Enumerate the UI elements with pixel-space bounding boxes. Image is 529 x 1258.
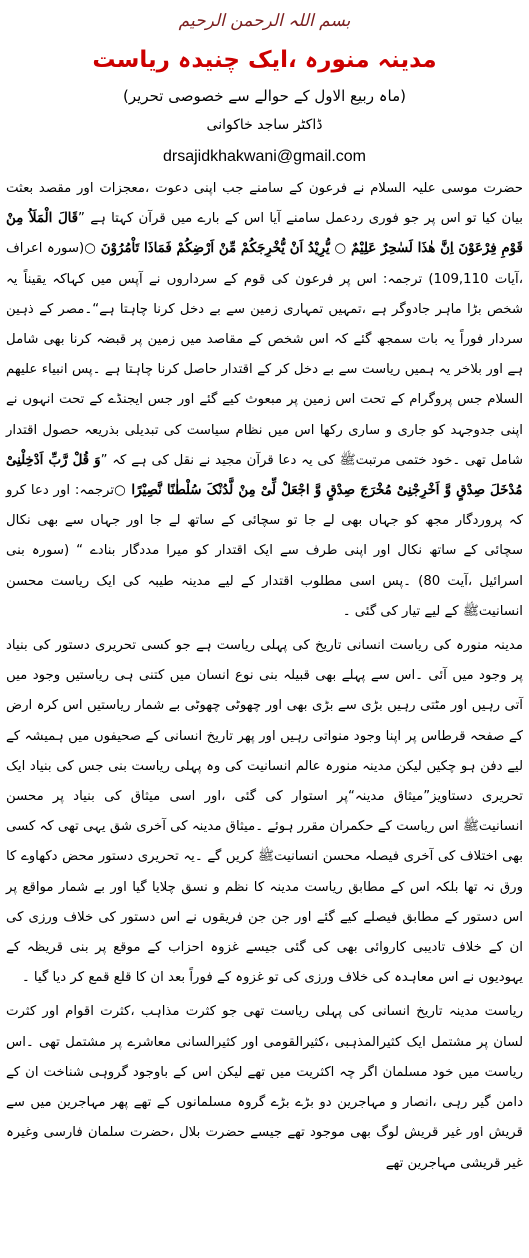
article-subtitle: (ماہ ربیع الاول کے حوالے سے خصوصی تحریر) <box>123 87 406 105</box>
paragraph-3: ریاست مدینہ تاریخ انسانی کی پہلی ریاست تھی جو کثرت مذاہب ،کثرت اقوام اور کثرت لسان پر مشتمل ایک کثیرالمذہبی ،کثیرالقومی اور کثیرالسانی معاشرے پر مشتمل تھی ۔اس ریاست میں خود مسلمان اگر چہ اکثریت میں تھے لیکن اس کے باوجود گروہی شناخت ان کے دامن گیر رہی ،انصار و مہاجرین دو بڑے بڑے گروہ مسلمانوں کے تھے پھر مہاجرین میں سے قریش اور غیر قریش لوگ بھی موجود تھے جیسے حضرت بلال ،حضرت سلمان فارسی وغیرہ غیر قریشی مہاجرین تھے <box>6 1004 523 1171</box>
paragraph-2: مدینہ منورہ کی ریاست انسانی تاریخ کی پہلی ریاست ہے جو کسی تحریری دستور کی بنیاد پر وجود میں آئی ۔اس سے پہلے بھی قبیلہ بنی نوع انسان میں کتنی ہی ریاستیں وجود میں آتی رہیں اور مٹتی رہیں بڑی سے بڑی بھی اور چھوٹی چھوٹی بے شمار ریاستیں اس کرہ ارض کے صفحہ قرطاس پر اپنا وجود منواتی رہیں اور پھر تاریخ انسانی کے صحیفوں میں ہمیشہ کے لیے دفن ہو چکیں لیکن مدینہ منورہ عالم انسانیت کی وہ پہلی ریاست بنی جس کی بنیاد ایک تحریری دستاویز”میثاق مدینہ“پر استوار کی گئی ،اور اسی میثاق کی بنیاد پر محسن انسانیتﷺ اس ریاست کے حکمران مقرر ہوئے ۔میثاق مدینہ کی آخری شق یہی تھی کہ کسی بھی اختلاف کی آخری فیصلہ محسن انسانیتﷺ کریں گے ۔یہ تحریری دستور محض دکھاوے کا ورق نہ تھا بلکہ اس کے مطابق ریاست مدینہ کا نظم و نسق چلایا گیا اور بے شمار مواقع پر اس دستور کے مطابق فیصلے کیے گئے اور جن جن فریقوں نے اس دستور کی خلاف ورزی کی ان کے خلاف تادیبی کاروائی بھی کی گئی جیسے غزوہ احزاب کے موقع پر بنی قریظہ کے یہودیوں نے اس معاہدہ کی خلاف ورزی کی تو غزوہ کے فوراً بعد ان کا قلع قمع کر دیا گیا ۔ <box>6 638 523 986</box>
paragraph-1-end: ترجمہ: اور دعا کرو کہ پروردگار مجھ کو جہاں بھی لے جا تو سچائی کے ساتھ لے جا اور جہاں سے بھی نکال سچائی کے ساتھ نکال اور اپنی طرف سے ایک اقتدار کو میرا مددگار بنادے “ (سورہ بنی اسرائیل ،آیت 80) ۔پس اسی مطلوب اقتدار کے لیے مدینہ طیبہ کی ایک ریاست محسن انسانیتﷺ کے لیے تیار کی گئی ۔ <box>6 483 524 619</box>
article-title: مدینہ منورہ ،ایک چنیدہ ریاست <box>92 47 437 73</box>
paragraph-1-intro: حضرت موسی علیہ السلام نے فرعون کے سامنے جب اپنی دعوت ،معجزات اور مقصد بعثت بیان کیا تو اس پر جو فوری ردعمل سامنے آیا اس کے بارے میں قرآن کہتا ہے ” <box>6 181 523 227</box>
quran-verse-1: قَالَ الْمَلَاُ مِنْ قَوْمِ فِرْعَوْنَ اِنَّ ھٰذَا لَسٰحِرٌ عَلِیْمٌ ○ یُّرِیْدُ اَنْ یُّخْرِجَکُمْ مِّنْ اَرْضِکُمْ فَمَاذَا تَاْمُرُوْنَ ○ <box>6 211 523 257</box>
author-email: drsajidkhakwani@gmail.com <box>163 148 366 165</box>
bismillah-heading: بسم اللہ الرحمن الرحیم <box>178 11 351 31</box>
paragraph-1 <box>6 174 523 627</box>
author-name: ڈاکٹر ساجد خاکوانی <box>206 117 323 133</box>
quran-verse-2: وَ قُلْ رَّبِّ اَدْخِلْنِیْ مُدْخَلَ صِدْقٍ وَّ اَخْرِجْنِیْ مُخْرَجَ صِدْقٍ وَّ اجْعَلْ لِّیْ مِنْ لَّدُنْکَ سُلْطٰنًا نَّصِیْرًا ○ <box>6 452 523 499</box>
paragraph-1-middle: (سورہ اعراف ،آیات 109,110) ترجمہ: اس پر فرعون کی قوم کے سرداروں نے آپس میں کہاکہ یقیناً یہ شخص بڑا ماہر جادوگر ہے ،تمہیں تمہاری زمین سے بے دخل کرنا چاہتا ہے“۔مصر کے ذہین سردار فوراً یہ بات سمجھ گئے کہ اس شخص کے مقاصد میں زمین پر قبضہ کرنا بھی شامل ہے اور بلاخر یہ ہمیں ریاست سے بے دخل کر کے اقتدار حاصل کرنا چاہتا ہے ۔پس انبیاء علیھم السلام جس پروگرام کے تحت اس زمین پر مبعوث کیے گئے اور جس ایجنڈے کے تحت انہوں نے اپنی جدوجہد کو جاری و ساری رکھا اس میں نظام سیاست کی تبدیلی بذریعہ حصول اقتدار شامل تھی ۔خود ختمی مرتبتﷺ کی یہ دعا قرآن مجید نے نقل کی ہے کہ ” <box>6 241 524 468</box>
